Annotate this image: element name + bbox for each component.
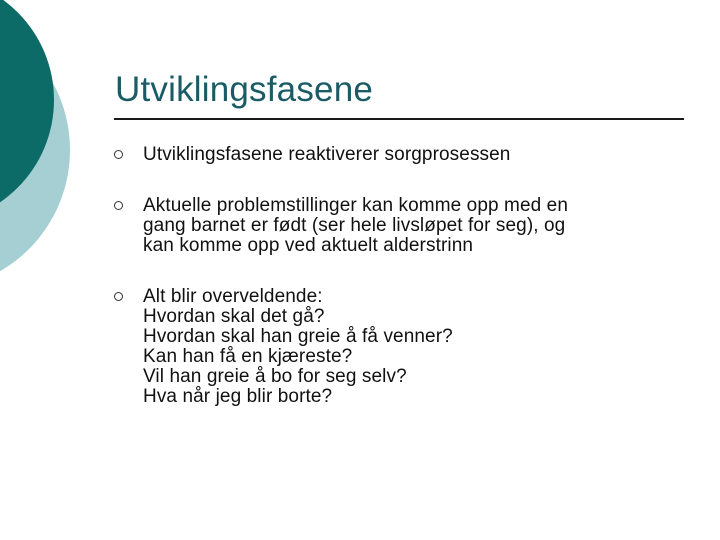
bullet-item-1	[114, 145, 694, 165]
bullet-line: Utviklingsfasene reaktiverer sorgprosessen	[143, 144, 511, 165]
hollow-circle-bullet-icon	[114, 150, 123, 159]
title-divider	[114, 118, 684, 120]
bullet-text	[143, 287, 694, 407]
bullet-line: Hvordan skal det gå?	[143, 306, 325, 327]
bullet-text	[143, 145, 694, 165]
bullet-line: Hvordan skal han greie å få venner?	[143, 326, 453, 347]
bullet-line: Alt blir overveldende:	[143, 286, 323, 307]
bullet-line: Aktuelle problemstillinger kan komme opp med en	[143, 195, 569, 216]
bullet-line: Vil han greie å bo for seg selv?	[143, 366, 407, 387]
hollow-circle-bullet-icon	[114, 292, 123, 301]
slide-title: Utviklingsfasene	[115, 70, 374, 109]
bullet-line: kan komme opp ved aktuelt alderstrinn	[143, 235, 474, 256]
bullet-item-3	[114, 287, 694, 407]
bullet-line: gang barnet er født (ser hele livsløpet for seg), og	[143, 215, 566, 236]
bullet-list	[114, 145, 694, 438]
hollow-circle-bullet-icon	[114, 201, 123, 210]
bullet-text	[143, 196, 694, 256]
bullet-line: Kan han få en kjæreste?	[143, 346, 353, 367]
bullet-line: Hva når jeg blir borte?	[143, 386, 333, 407]
decorative-teal-circles	[0, 0, 120, 300]
bullet-item-2	[114, 196, 694, 256]
